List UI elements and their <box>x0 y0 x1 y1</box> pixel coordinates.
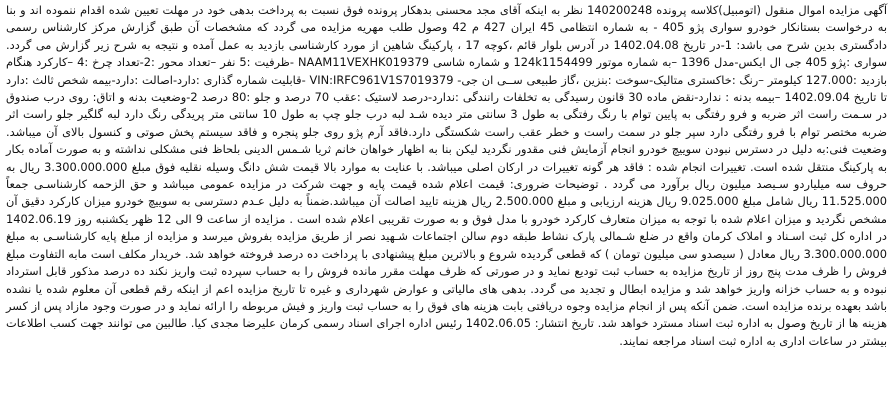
notice-body-text: آگهی مزایده اموال منقول (اتومبیل)کلاسه پرونده 140200248 نظر به اینکه آقای مجد محسنی بدهکار پرونده فوق نسبت به پرداخت بدهی خود در مهلت تعیین شده اقدام ننموده اند و بنا به درخواست بستانکار خودرو سواری پژو 405 - به شماره انتظامی 45 ایران 427 م 42 وصول طلب مهریه مزایده می گردد که مشخصات آن طبق گزارش مرکز کارشناس رسمی دادگستری بدین شرح می باشد: 1-در تاریخ 1402.04.08 در آدرس بلوار قائم ،کوچه 17 ، پارکینگ شاهین از مورد کارشناسی بازدید به عمل آمده و نتیجه به شرح زیر گزارش می گردد. سواری :پژو 405 جی ال ایکس-مدل 1396 –به شماره موتور 124k1154499 و شماره شاسی NAAM11VEXHK019379 -ظرفیت :5 نفر –تعداد محور :2-تعداد چرخ :4 –کارکرد هنگام بازدید :127.000 کیلومتر –رنگ :خاکستری متالیک-سوخت :بنزین ،گاز طبیعی ســی ان جی- VIN:IRFC961V1S7019379 -قابلیت شماره گذاری :دارد-اصالت :دارد-بیمه شخص ثالث :دارد تا تاریخ 1402.09.04 –بیمه بدنه : ندارد-نقض ماده 30 قانون رسیدگی به تخلفات رانندگی :ندارد-درصد لاستیک :عقب 70 درصد و جلو :80 درصد 2-وضعیت بدنه و اتاق: روی درب صندوق در سـمت راست اثر ضربه و فرو رفتگی به پایین توام با رنگ رفتگی به طول 3 سانتی متر دیده شـد لبه درب جلو چپ به طول 10 سانتی متر پریدگی رنگ دارد لبه گلگیر جلو راست اثر ضربه مختصر توام با فرو رفتگی دارد سپر جلو در سمت راست و خطر عقب راست شکستگی دارد.فاقد آرم پژو روی جلو پنجره و فاقد سیستم پخش صوتی و کنسول بالای آن میباشد. وضعیت فنی:به دلیل در دسترس نبودن سوییچ خودرو انجام آزمایش فنی مقدور نگردید لیکن بنا به اظهار خواهان خانم ثریا شـمس الدینی بلحاظ فنی مشکلی نداشته و به صورت آماده بکار به پارکینگ منتقل شده است. تغییرات انجام شده : فاقد هر گونه تغییرات در ارکان اصلی میباشد. با عنایت به موارد بالا قیمت شش دانگ وسیله نقلیه فوق مبلغ 3.300.000.000 ریال به حروف سه میلیاردو سـیصد میلیون ریال برآورد می گردد . توضیحات ضروری: قیمت اعلام شده قیمت پایه و جهت شرکت در مزایده عمومی میباشد و حق الزحمه کارشناسـی جمعاً 11.525.000 ریال شامل مبلغ 9.025.000 ریال هزینه ارزیابی و مبلغ 2.500.000 ریال هزینه تایید اصالت آن میباشد.ضمناً به دلیل عـدم دسترسی به سوییچ خودرو میزان کارکرد دقیق آن مشخص نگردید و میزان اعلام شده با توجه به میزان متعارف کارکرد خودرو با مدل فوق و به صورت تقریبی اعلام شده است . مزایده از ساعت 9 الی 12 ظهر یکشنبه روز 1402.06.19 در اداره کل ثبت اسـناد و املاک کرمان واقع در ضلع شـمالی پارک نشاط طبقه دوم سالن اجتماعات شـهید نصر از طریق مزایده بفروش میرسد و مزایده از مبلغ پایه کارشناسـی به مبلغ 3.300.000.000 ریال معادل ( سیصدو سی میلیون تومان ) که قطعی گردیده شروع و بالاترین مبلغ پیشنهادی با پرداخت ده درصد فروخته خواهد شد. خریدار مکلف است مابه التفاوت مبلغ فروش را ظرف مدت پنج روز از تاریخ مزایده به حساب ثبت تودیع نماید و در صورتی که ظرف مهلت مقرر مانده فروش را به حساب سپرده ثبت واریز نکند ده درصد مذکور قابل استرداد نبوده و به حساب خزانه واریز خواهد شد و مزایده ابطال و تجدید می گردد. بدهی های مالیاتی و عوارض شهرداری و غیره تا تاریخ مزایده اعم از اینکه رقم قطعی آن معلوم شده یا نشده باشد بعهده برنده مزایده است. ضمن آنکه پس از انجام مزایده وجوه دریافتی بابت هزینه های فوق را به حساب ثبت واریز و فیش مربوطه را ارائه نماید و در صورت وجود مازاد پس از کسر هزینه ها از تاریخ وصول به اداره ثبت اسناد مسترد خواهد شد. تاریخ انتشار: 1402.06.05 رئیس اداره اجرای اسناد رسمی کرمان علیرضا مجدی کیا. طالبین می توانند جهت کسب اطلاعات بیشتر در ساعات اداری به اداره ثبت اسناد مراجعه نمایند. <box>6 3 888 348</box>
